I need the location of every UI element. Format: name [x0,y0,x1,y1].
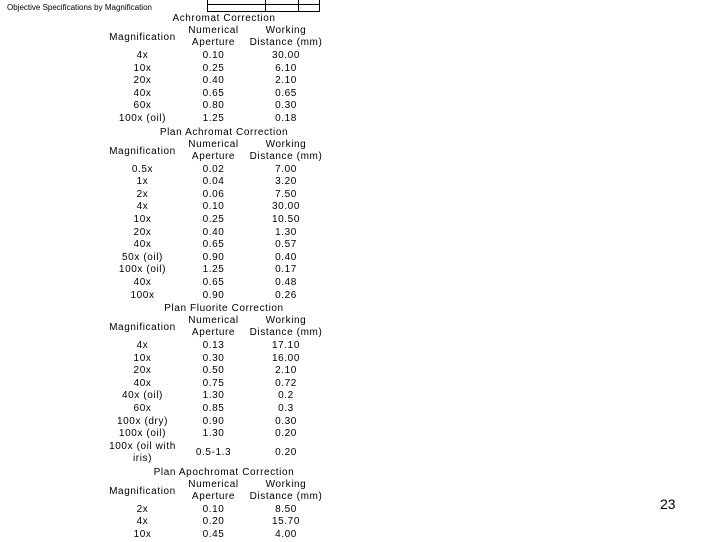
cell-numerical-aperture: 1.25 [202,112,225,124]
table-row [100,416,330,429]
cell-working-distance: 8.50 [275,503,297,515]
cell-magnification: 1x [136,176,149,188]
table-row [100,504,330,517]
cell-numerical-aperture: 0.65 [202,239,225,251]
cell-magnification: 20x [133,365,152,377]
header-na-line2: Aperture [191,327,236,339]
cell-working-distance: 0.30 [275,100,297,112]
cell-working-distance: 0.26 [275,289,297,301]
cell-numerical-aperture: 0.90 [202,251,225,263]
grid-line [208,4,319,5]
cell-magnification: 4x [136,50,149,61]
header-na-line2: Aperture [191,490,236,502]
cell-working-distance: 30.00 [271,201,301,213]
spec-section [100,12,330,126]
cell-magnification: 100x (oil) [118,112,167,124]
cell-magnification: 2x [136,503,149,515]
table-row [100,365,330,378]
cell-numerical-aperture: 0.75 [202,377,225,389]
table-row [100,516,330,529]
cell-working-distance: 6.10 [275,62,297,74]
header-working-distance [242,25,330,50]
cell-numerical-aperture: 0.20 [202,516,225,528]
header-wd-line1: Working [265,25,307,36]
header-na-line1: Numerical [188,138,239,150]
cell-working-distance: 4.00 [275,529,297,541]
cell-numerical-aperture: 0.10 [202,201,225,213]
table-row [100,164,330,177]
cell-numerical-aperture: 0.40 [202,226,225,238]
grid-line [265,0,266,11]
header-working-distance [242,315,330,340]
cell-numerical-aperture: 0.85 [202,403,225,415]
cell-numerical-aperture: 0.10 [202,503,225,515]
table-row [100,340,330,353]
slide-number: 23 [660,496,676,512]
table-header [100,315,330,340]
cell-working-distance: 0.3 [278,403,294,415]
table-row [100,50,330,63]
cell-magnification: 60x [133,100,152,112]
cell-numerical-aperture: 1.30 [202,428,225,440]
table-row [100,214,330,227]
cell-numerical-aperture: 0.04 [202,176,225,188]
cell-working-distance: 0.30 [275,415,297,427]
spec-section [100,302,330,466]
cell-working-distance: 16.00 [271,352,301,364]
table-row [100,201,330,214]
table-row [100,353,330,366]
cell-magnification: 100x (oil) [118,264,167,276]
cell-numerical-aperture: 1.30 [202,390,225,402]
header-wd-line2: Distance (mm) [249,327,323,339]
empty-grid-box [207,0,320,12]
header-numerical-aperture [185,315,242,340]
cell-working-distance: 0.72 [275,377,297,389]
cell-working-distance: 0.48 [275,276,297,288]
cell-working-distance: 15.70 [271,516,301,528]
cell-numerical-aperture: 0.45 [202,529,225,541]
table-row [100,403,330,416]
header-wd-line2: Distance (mm) [249,37,323,48]
cell-magnification: 10x [133,62,152,74]
cell-magnification: 40x [133,87,152,99]
cell-numerical-aperture: 0.90 [202,415,225,427]
cell-magnification: 100x (oil with iris) [109,441,176,465]
header-wd-line1: Working [265,478,307,490]
table-row [100,390,330,403]
spec-section [100,126,330,303]
cell-numerical-aperture: 0.25 [202,213,225,225]
cell-numerical-aperture: 0.13 [202,340,225,352]
cell-working-distance: 10.50 [271,213,301,225]
cell-working-distance: 3.20 [275,176,297,188]
cell-numerical-aperture: 0.65 [202,87,225,99]
cell-working-distance: 0.65 [275,87,297,99]
table-row [100,441,330,466]
section-title: Plan Apochromat Correction [153,466,295,478]
section-title: Achromat Correction [172,13,276,24]
table-row [100,63,330,76]
cell-magnification: 40x [133,377,152,389]
cell-numerical-aperture: 0.02 [202,163,225,175]
cell-working-distance: 1.30 [275,226,297,238]
grid-line [298,0,299,11]
cell-numerical-aperture: 0.5-1.3 [195,447,232,459]
header-na-line1: Numerical [188,478,239,490]
table-header [100,479,330,504]
table-row [100,239,330,252]
cell-working-distance: 0.20 [275,428,297,440]
cell-magnification: 2x [136,188,149,200]
header-wd-line1: Working [265,315,307,327]
cell-magnification: 100x [130,289,155,301]
cell-working-distance: 2.10 [275,365,297,377]
cell-numerical-aperture: 0.90 [202,289,225,301]
cell-magnification: 100x (dry) [116,415,168,427]
cell-magnification: 40x [133,276,152,288]
table-header [100,139,330,164]
header-na-line1: Numerical [188,315,239,327]
header-magnification: Magnification [109,322,176,334]
table-row [100,378,330,391]
header-na-line2: Aperture [191,37,236,48]
section-title: Plan Achromat Correction [159,126,289,138]
table-row [100,227,330,240]
cell-numerical-aperture: 0.06 [202,188,225,200]
cell-magnification: 0.5x [131,163,154,175]
cell-magnification: 60x [133,403,152,415]
table-row [100,176,330,189]
objective-spec-tables [100,12,330,542]
header-wd-line1: Working [265,138,307,150]
header-na-line1: Numerical [188,25,239,36]
header-magnification: Magnification [109,145,176,157]
table-row [100,88,330,101]
header-working-distance [242,139,330,164]
cell-numerical-aperture: 0.50 [202,365,225,377]
cell-working-distance: 0.18 [275,112,297,124]
section-title: Plan Fluorite Correction [164,303,284,315]
cell-numerical-aperture: 0.80 [202,100,225,112]
cell-working-distance: 0.17 [275,264,297,276]
cell-numerical-aperture: 0.30 [202,352,225,364]
cell-numerical-aperture: 0.25 [202,62,225,74]
table-row [100,189,330,202]
table-row [100,75,330,88]
cell-magnification: 50x (oil) [122,251,163,263]
cell-working-distance: 2.10 [275,75,297,87]
table-row [100,277,330,290]
cell-working-distance: 0.57 [275,239,297,251]
cell-magnification: 40x (oil) [122,390,163,402]
table-row [100,428,330,441]
header-magnification: Magnification [109,485,176,497]
header-numerical-aperture [185,139,242,164]
cell-magnification: 100x (oil) [118,428,167,440]
cell-working-distance: 0.2 [278,390,294,402]
cell-magnification: 4x [136,340,149,352]
cell-working-distance: 0.20 [275,447,297,459]
cell-working-distance: 30.00 [271,50,301,61]
table-row [100,113,330,126]
cell-magnification: 20x [133,226,152,238]
cell-magnification: 4x [136,516,149,528]
header-working-distance [242,479,330,504]
header-magnification: Magnification [109,32,176,43]
header-wd-line2: Distance (mm) [249,150,323,162]
table-row [100,264,330,277]
cell-numerical-aperture: 0.65 [202,276,225,288]
header-na-line2: Aperture [191,150,236,162]
table-row [100,290,330,303]
spec-section [100,466,330,542]
header-wd-line2: Distance (mm) [249,490,323,502]
cell-numerical-aperture: 0.40 [202,75,225,87]
table-row [100,100,330,113]
table-header [100,25,330,50]
document-title: Objective Specifications by Magnification [7,3,152,12]
cell-working-distance: 0.40 [275,251,297,263]
header-numerical-aperture [185,479,242,504]
cell-magnification: 10x [133,213,152,225]
cell-numerical-aperture: 1.25 [202,264,225,276]
cell-magnification: 4x [136,201,149,213]
cell-magnification: 40x [133,239,152,251]
cell-working-distance: 7.00 [275,163,297,175]
cell-working-distance: 17.10 [271,340,301,352]
cell-numerical-aperture: 0.10 [202,50,225,61]
cell-working-distance: 7.50 [275,188,297,200]
cell-magnification: 20x [133,75,152,87]
cell-magnification: 10x [133,529,152,541]
header-numerical-aperture [185,25,242,50]
table-row [100,252,330,265]
cell-magnification: 10x [133,352,152,364]
